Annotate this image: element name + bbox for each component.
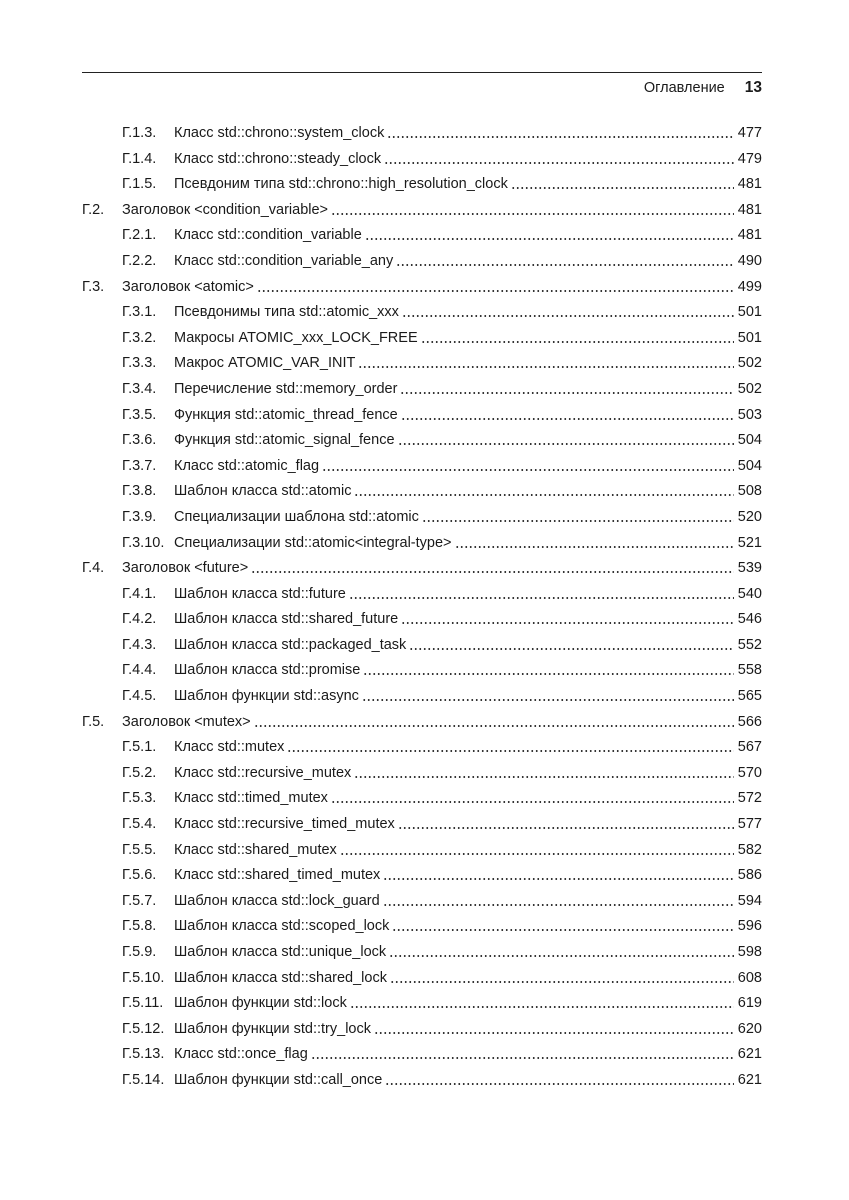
dot-leader xyxy=(365,237,734,241)
toc-subsection[interactable] xyxy=(0,352,849,378)
toc-entry-page: 521 xyxy=(737,534,762,551)
toc-entry-line xyxy=(174,532,762,554)
toc-entry-number: Г.5.5. xyxy=(122,841,157,858)
toc-section[interactable] xyxy=(0,557,849,583)
toc-subsection[interactable] xyxy=(0,506,849,532)
toc-entry-title: Заголовок <future> xyxy=(122,560,249,577)
dot-leader xyxy=(402,314,734,318)
toc-entry-line xyxy=(174,250,762,272)
toc-entry-title: Класс std::chrono::steady_clock xyxy=(174,150,382,167)
toc-entry-number: Г.3.5. xyxy=(122,406,157,423)
toc-entry-line xyxy=(174,122,762,144)
toc-entry-number: Г.1.4. xyxy=(122,150,157,167)
toc-entry-title: Специализации шаблона std::atomic xyxy=(174,508,419,525)
toc-entry-title: Класс std::timed_mutex xyxy=(174,790,328,807)
toc-entry-line xyxy=(174,1018,762,1040)
toc-entry-title: Шаблон класса std::lock_guard xyxy=(174,892,380,909)
toc-entry-title: Класс std::condition_variable xyxy=(174,227,362,244)
dot-leader xyxy=(385,1082,734,1086)
dot-leader xyxy=(363,672,733,676)
toc-entry-line xyxy=(174,915,762,937)
dot-leader xyxy=(257,289,734,293)
dot-leader xyxy=(254,724,734,728)
toc-entry-line xyxy=(174,378,762,400)
toc-entry-line xyxy=(174,787,762,809)
toc-entry-number: Г.3.8. xyxy=(122,483,157,500)
toc-entry-number: Г.3.4. xyxy=(122,380,157,397)
toc-entry-title: Класс std::condition_variable_any xyxy=(174,252,394,269)
toc-subsection[interactable] xyxy=(0,404,849,430)
toc-entry-page: 582 xyxy=(737,841,762,858)
toc-entry-number: Г.5.6. xyxy=(122,867,157,884)
toc-entry-page: 481 xyxy=(737,201,762,218)
toc-entry-number: Г.3.3. xyxy=(122,355,157,372)
toc-entry-number: Г.4.4. xyxy=(122,662,157,679)
dot-leader xyxy=(387,135,733,139)
toc-subsection[interactable] xyxy=(0,659,849,685)
toc-entry-number: Г.4.3. xyxy=(122,636,157,653)
toc-entry-number: Г.4.1. xyxy=(122,585,157,602)
toc-entry-title: Шаблон класса std::shared_lock xyxy=(174,969,387,986)
toc-entry-page: 499 xyxy=(737,278,762,295)
header-rule xyxy=(82,72,762,73)
toc-entry-title: Шаблон класса std::shared_future xyxy=(174,611,399,628)
dot-leader xyxy=(390,980,734,984)
dot-leader xyxy=(354,775,734,779)
toc-subsection[interactable] xyxy=(0,224,849,250)
toc-entry-title: Класс std::shared_mutex xyxy=(174,841,337,858)
toc-entry-line xyxy=(174,992,762,1014)
dot-leader xyxy=(422,519,734,523)
toc-entry-page: 481 xyxy=(737,227,762,244)
toc-entry-line xyxy=(174,736,762,758)
toc-entry-line xyxy=(174,583,762,605)
toc-section[interactable] xyxy=(0,276,849,302)
toc-entry-number: Г.5.4. xyxy=(122,816,157,833)
toc-entry-title: Класс std::recursive_mutex xyxy=(174,764,352,781)
toc-entry-title: Шаблон класса std::promise xyxy=(174,662,361,679)
dot-leader xyxy=(311,1056,734,1060)
toc-entry-line xyxy=(122,199,762,221)
toc-entry-page: 565 xyxy=(737,688,762,705)
toc-entry-page: 501 xyxy=(737,329,762,346)
toc-entry-title: Псевдоним типа std::chrono::high_resolution_clock xyxy=(174,176,508,193)
toc-entry-number: Г.4. xyxy=(82,560,105,577)
toc-entry-line xyxy=(174,148,762,170)
toc-entry-number: Г.5.3. xyxy=(122,790,157,807)
toc-subsection[interactable] xyxy=(0,813,849,839)
page-number: 13 xyxy=(744,79,762,96)
toc-subsection[interactable] xyxy=(0,967,849,993)
dot-leader xyxy=(331,800,734,804)
toc-entry-line xyxy=(174,608,762,630)
toc-entry-page: 552 xyxy=(737,636,762,653)
toc-entry-title: Макросы ATOMIC_xxx_LOCK_FREE xyxy=(174,329,418,346)
dot-leader xyxy=(401,621,734,625)
dot-leader xyxy=(383,903,734,907)
dot-leader xyxy=(383,877,733,881)
toc-entry-line xyxy=(174,685,762,707)
toc-entry-number: Г.3.7. xyxy=(122,457,157,474)
toc-entry-title: Шаблон функции std::call_once xyxy=(174,1071,383,1088)
toc-entry-title: Специализации std::atomic<integral-type> xyxy=(174,534,452,551)
toc-entry-number: Г.5. xyxy=(82,713,105,730)
dot-leader xyxy=(398,442,734,446)
toc-entry-page: 598 xyxy=(737,944,762,960)
toc-entry-page: 540 xyxy=(737,585,762,602)
toc-entry-number: Г.2.2. xyxy=(122,252,157,269)
toc-subsection[interactable] xyxy=(0,250,849,276)
toc-entry-line xyxy=(174,967,762,989)
toc-entry-number: Г.5.1. xyxy=(122,739,157,756)
toc-entry-line xyxy=(174,813,762,835)
dot-leader xyxy=(396,263,734,267)
dot-leader xyxy=(362,698,734,702)
toc-entry-title: Заголовок <mutex> xyxy=(122,713,251,730)
dot-leader xyxy=(401,417,734,421)
toc-entry-number: Г.3.2. xyxy=(122,329,157,346)
dot-leader xyxy=(392,928,733,932)
toc-subsection[interactable] xyxy=(0,839,849,865)
dot-leader xyxy=(251,570,734,574)
toc-subsection[interactable] xyxy=(0,1043,849,1069)
toc-entry-line xyxy=(174,480,762,502)
toc-entry-page: 572 xyxy=(737,790,762,807)
toc-entry-title: Шаблон функции std::lock xyxy=(174,995,347,1012)
toc-entry-page: 621 xyxy=(737,1071,762,1088)
toc-entry-page: 490 xyxy=(737,252,762,269)
toc-entry-page: 503 xyxy=(737,406,762,423)
dot-leader xyxy=(354,493,733,497)
toc-entry-title: Класс std::atomic_flag xyxy=(174,457,320,474)
toc-entry-page: 570 xyxy=(737,764,762,781)
toc-entry-page: 481 xyxy=(737,176,762,193)
toc-entry-number: Г.5.13. xyxy=(122,1046,165,1063)
running-header-title: Оглавление xyxy=(643,80,725,96)
toc-section[interactable] xyxy=(0,199,849,225)
toc-entry-number: Г.4.5. xyxy=(122,688,157,705)
toc-entry-page: 501 xyxy=(737,304,762,321)
toc-entry-line xyxy=(174,890,762,912)
dot-leader xyxy=(389,954,734,958)
toc-entry-title: Шаблон функции std::try_lock xyxy=(174,1020,371,1037)
toc-entry-title: Шаблон класса std::future xyxy=(174,585,346,602)
toc-entry-line xyxy=(174,1043,762,1065)
toc-subsection[interactable] xyxy=(0,148,849,174)
toc-subsection[interactable] xyxy=(0,455,849,481)
dot-leader xyxy=(331,212,734,216)
toc-subsection[interactable] xyxy=(0,864,849,890)
toc-subsection[interactable] xyxy=(0,378,849,404)
toc-entry-line xyxy=(174,659,762,681)
toc-entry-title: Заголовок <condition_variable> xyxy=(122,201,329,218)
dot-leader xyxy=(455,545,734,549)
toc-entry-title: Класс std::recursive_timed_mutex xyxy=(174,816,395,833)
toc-entry-number: Г.5.12. xyxy=(122,1020,165,1037)
toc-entry-page: 546 xyxy=(737,611,762,628)
toc-entry-page: 608 xyxy=(737,969,762,986)
toc-subsection[interactable] xyxy=(0,532,849,558)
toc-entry-title: Шаблон класса std::unique_lock xyxy=(174,944,387,960)
toc-entry-title: Класс std::once_flag xyxy=(174,1046,308,1063)
dot-leader xyxy=(398,826,734,830)
toc-entry-title: Псевдонимы типа std::atomic_xxx xyxy=(174,304,399,321)
toc-entry-page: 558 xyxy=(737,662,762,679)
toc-entry-page: 566 xyxy=(737,713,762,730)
toc-entry-page: 539 xyxy=(737,560,762,577)
toc-subsection[interactable] xyxy=(0,583,849,609)
dot-leader xyxy=(511,186,734,190)
toc-subsection[interactable] xyxy=(0,301,849,327)
toc-entry-line xyxy=(174,327,762,349)
dot-leader xyxy=(358,365,733,369)
toc-entry-page: 586 xyxy=(737,867,762,884)
toc-subsection[interactable] xyxy=(0,992,849,1018)
toc-entry-title: Шаблон класса std::packaged_task xyxy=(174,636,407,653)
toc-entry-number: Г.5.9. xyxy=(122,944,157,960)
toc-entry-line xyxy=(174,301,762,323)
toc-entry-line xyxy=(122,711,762,733)
toc-entry-page: 479 xyxy=(737,150,762,167)
dot-leader xyxy=(400,391,733,395)
toc-entry-title: Функция std::atomic_signal_fence xyxy=(174,432,395,449)
toc-section[interactable] xyxy=(0,711,849,737)
toc-entry-number: Г.5.2. xyxy=(122,764,157,781)
toc-entry-page: 621 xyxy=(737,1046,762,1063)
toc-entry-number: Г.3.6. xyxy=(122,432,157,449)
toc-subsection[interactable] xyxy=(0,429,849,455)
toc-entry-page: 502 xyxy=(737,355,762,372)
toc-entry-number: Г.5.8. xyxy=(122,918,157,935)
toc-subsection[interactable] xyxy=(0,762,849,788)
toc-subsection[interactable] xyxy=(0,890,849,916)
toc-subsection[interactable] xyxy=(0,685,849,711)
toc-entry-line xyxy=(174,1069,762,1091)
running-header xyxy=(82,78,762,100)
toc-entry-title: Функция std::atomic_thread_fence xyxy=(174,406,398,423)
dot-leader xyxy=(374,1031,734,1035)
toc-entry-number: Г.5.7. xyxy=(122,892,157,909)
toc-entry-title: Макрос ATOMIC_VAR_INIT xyxy=(174,355,356,372)
toc-entry-page: 619 xyxy=(737,995,762,1012)
toc-subsection[interactable] xyxy=(0,915,849,941)
toc-entry-line xyxy=(174,864,762,886)
toc-entry-title: Класс std::chrono::system_clock xyxy=(174,125,385,141)
toc-entry-page: 594 xyxy=(737,892,762,909)
toc-subsection[interactable] xyxy=(0,1018,849,1044)
toc-entry-title: Класс std::shared_timed_mutex xyxy=(174,867,381,884)
dot-leader xyxy=(384,161,734,165)
toc-entry-title: Шаблон функции std::async xyxy=(174,688,359,705)
toc-subsection[interactable] xyxy=(0,787,849,813)
toc-subsection[interactable] xyxy=(0,480,849,506)
toc-entry-title: Шаблон класса std::scoped_lock xyxy=(174,918,390,935)
toc-entry-number: Г.5.11. xyxy=(122,995,164,1012)
toc-entry-title: Шаблон класса std::atomic xyxy=(174,483,352,500)
toc-entry-number: Г.3.10. xyxy=(122,534,165,551)
toc-entry-line xyxy=(174,404,762,426)
toc-entry-line xyxy=(174,839,762,861)
toc-entry-number: Г.1.5. xyxy=(122,176,157,193)
toc-entry-title: Заголовок <atomic> xyxy=(122,278,254,295)
dot-leader xyxy=(287,749,733,753)
toc-subsection[interactable] xyxy=(0,122,849,148)
toc-entry-title: Класс std::mutex xyxy=(174,739,285,756)
toc-entry-page: 596 xyxy=(737,918,762,935)
toc-entry-number: Г.5.14. xyxy=(122,1071,165,1088)
dot-leader xyxy=(349,596,734,600)
dot-leader xyxy=(421,340,734,344)
toc-entry-page: 577 xyxy=(737,816,762,833)
toc-entry-line xyxy=(174,941,762,963)
toc-entry-number: Г.2.1. xyxy=(122,227,157,244)
toc-entry-title: Перечисление std::memory_order xyxy=(174,380,398,397)
dot-leader xyxy=(322,468,734,472)
toc-entry-line xyxy=(174,506,762,528)
toc-entry-page: 508 xyxy=(737,483,762,500)
toc-entry-number: Г.4.2. xyxy=(122,611,157,628)
toc-entry-line xyxy=(174,352,762,374)
toc-entry-line xyxy=(174,429,762,451)
toc-entry-number: Г.2. xyxy=(82,201,105,218)
toc-entry-number: Г.3.1. xyxy=(122,304,157,321)
toc-entry-page: 620 xyxy=(737,1020,762,1037)
toc-entry-line xyxy=(174,173,762,195)
toc-entry-page: 520 xyxy=(737,508,762,525)
dot-leader xyxy=(409,647,733,651)
dot-leader xyxy=(340,852,734,856)
toc-subsection[interactable] xyxy=(0,634,849,660)
toc-entry-number: Г.5.10. xyxy=(122,969,165,986)
toc-subsection[interactable] xyxy=(0,736,849,762)
toc-entry-page: 502 xyxy=(737,380,762,397)
toc-subsection[interactable] xyxy=(0,1069,849,1095)
toc-entry-line xyxy=(122,557,762,579)
toc-entry-number: Г.3.9. xyxy=(122,508,157,525)
toc-entry-page: 567 xyxy=(737,739,762,756)
toc-entry-line xyxy=(174,455,762,477)
toc-entry-line xyxy=(122,276,762,298)
toc-entry-page: 477 xyxy=(737,125,762,141)
toc-subsection[interactable] xyxy=(0,608,849,634)
toc-entry-line xyxy=(174,634,762,656)
toc-entry-page: 504 xyxy=(737,432,762,449)
toc-subsection[interactable] xyxy=(0,327,849,353)
dot-leader xyxy=(350,1005,734,1009)
toc-entry-number: Г.3. xyxy=(82,278,105,295)
toc-entry-line xyxy=(174,224,762,246)
toc-entry-number: Г.1.3. xyxy=(122,125,157,141)
toc-entry-line xyxy=(174,762,762,784)
toc-subsection[interactable] xyxy=(0,173,849,199)
toc-subsection[interactable] xyxy=(0,941,849,967)
table-of-contents xyxy=(0,122,849,1095)
toc-entry-page: 504 xyxy=(737,457,762,474)
